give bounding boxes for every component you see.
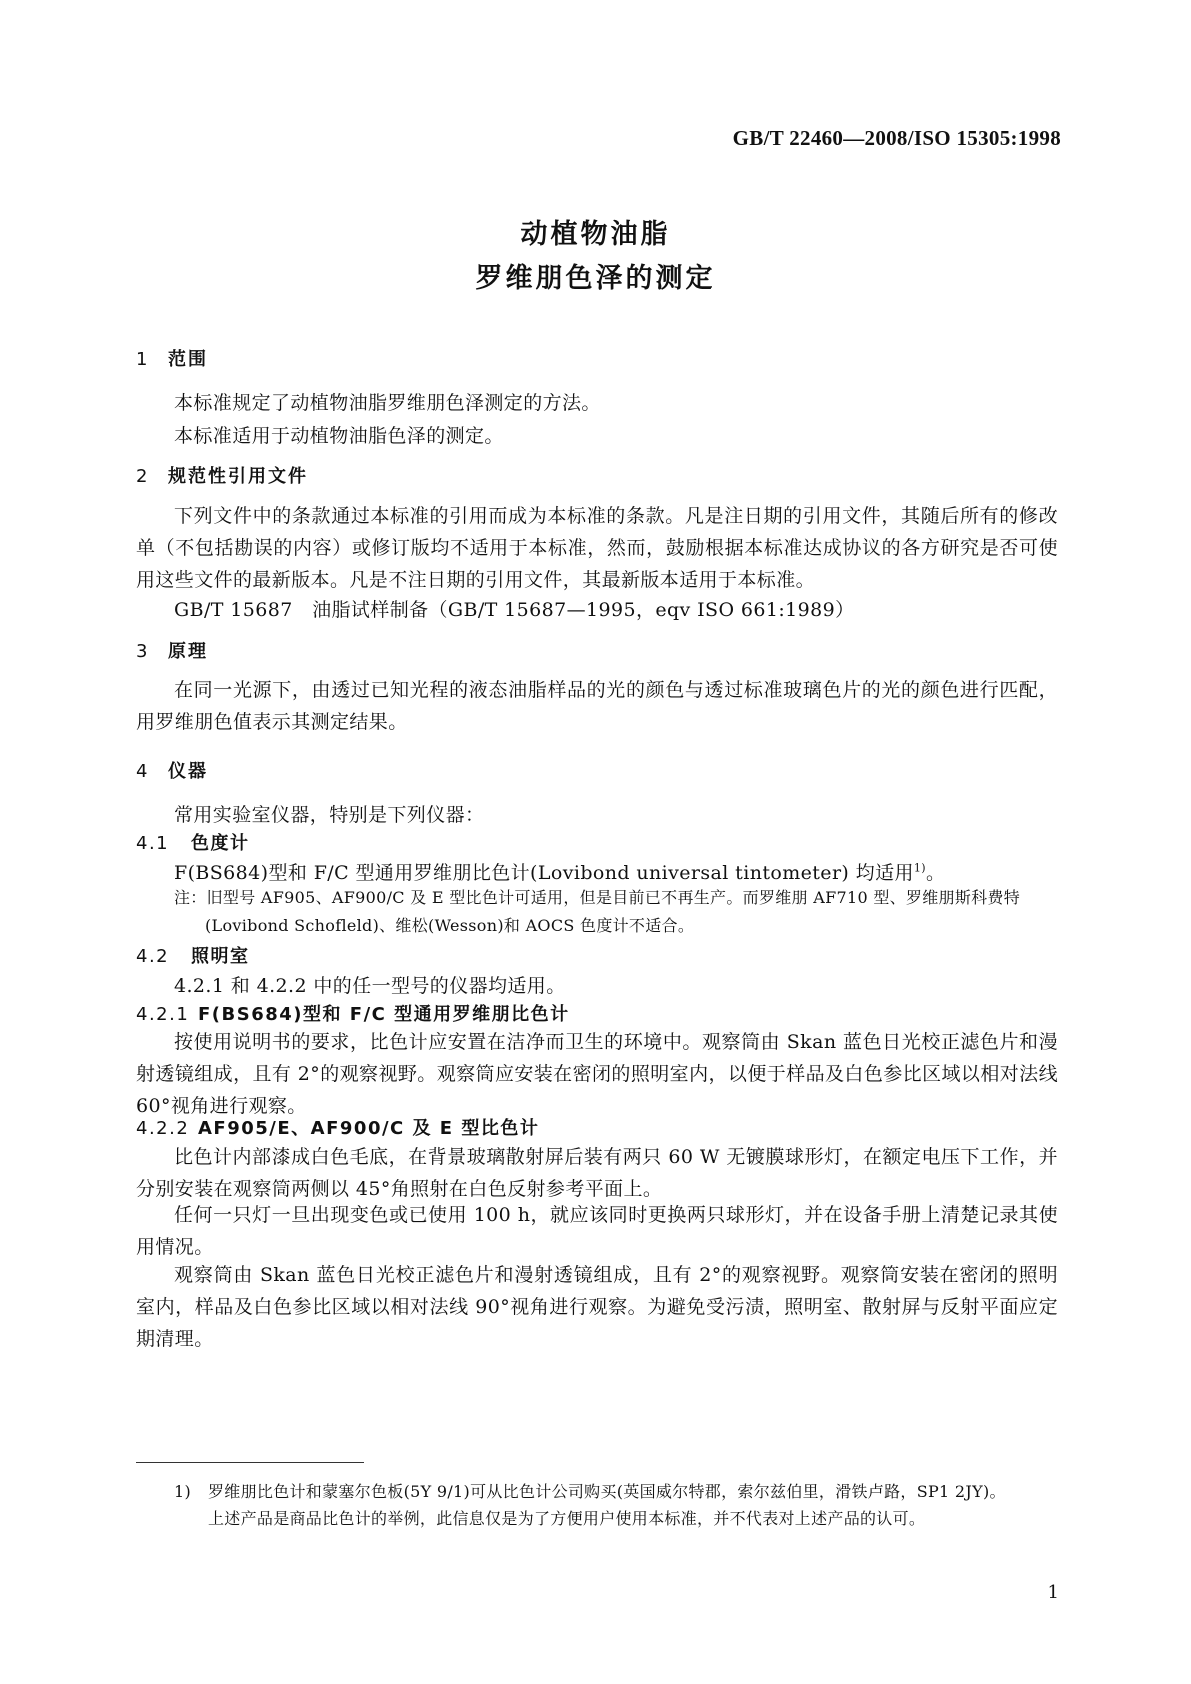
s41-end: 。 (925, 862, 946, 884)
s2-reference: GB/T 15687 油脂试样制备（GB/T 15687—1995，eqv ISO 661:1989） (174, 599, 855, 621)
s41-note-line-2: (Lovibond Schofleld)、维松(Wesson)和 AOCS 色度计不适合。 (205, 916, 695, 935)
s42-text: 4.2.1 和 4.2.2 中的任一型号的仪器均适用。 (174, 975, 566, 997)
footnote-ref: 1) (913, 861, 926, 875)
section-4-1-heading (136, 829, 250, 855)
standard-code: GB/T 22460—2008/ISO 15305:1998 (732, 126, 1061, 150)
section-title: F(BS684)型和 F/C 型通用罗维朋比色计 (198, 1004, 570, 1025)
section-number: 1 (136, 349, 150, 370)
footnote-line-1 (174, 1479, 1006, 1502)
s421-paragraph: 按使用说明书的要求，比色计应安置在洁净而卫生的环境中。观察筒由 Skan 蓝色日光校正滤色片和漫射透镜组成，且有 2°的观察视野。观察筒应安装在密闭的照明室内，以便于样品及白色参比区域以相对法线 60°视角进行观察。 (136, 1031, 1058, 1117)
s2-paragraph: 下列文件中的条款通过本标准的引用而成为本标准的条款。凡是注日期的引用文件，其随后所有的修改单（不包括勘误的内容）或修订版均不适用于本标准，然而，鼓励根据本标准达成协议的各方研究是否可使用这些文件的最新版本。凡是不注日期的引用文件，其最新版本适用于本标准。 (136, 505, 1058, 591)
section-title: 规范性引用文件 (168, 466, 308, 487)
section-title: 原理 (168, 641, 208, 662)
section-number: 2 (136, 466, 150, 487)
section-number: 4.2.2 (136, 1118, 190, 1139)
page-number: 1 (1047, 1582, 1059, 1603)
section-4-heading (136, 757, 208, 783)
section-title: 范围 (168, 349, 208, 370)
footnote-line-2: 上述产品是商品比色计的举例，此信息仅是为了方便用户使用本标准，并不代表对上述产品的认可。 (208, 1509, 926, 1528)
section-title: 仪器 (168, 761, 208, 782)
document-subtitle: 罗维朋色泽的测定 (475, 263, 716, 294)
section-title: AF905/E、AF900/C 及 E 型比色计 (198, 1118, 540, 1139)
section-3-heading (136, 637, 208, 663)
section-number: 4.2.1 (136, 1004, 190, 1025)
footnote-mark: 1) (174, 1482, 192, 1501)
section-number: 3 (136, 641, 150, 662)
document-title: 动植物油脂 (520, 219, 671, 250)
section-2-heading (136, 462, 308, 488)
s41-note-line-1: 注：旧型号 AF905、AF900/C 及 E 型比色计可适用，但是目前已不再生产。而罗维朋 AF710 型、罗维朋斯科费特 (174, 888, 1021, 907)
s41-text (174, 858, 945, 885)
section-4-2-1-heading (136, 1000, 570, 1026)
s4-intro: 常用实验室仪器，特别是下列仪器： (174, 804, 485, 826)
s1-paragraph-1: 本标准规定了动植物油脂罗维朋色泽测定的方法。 (174, 392, 601, 414)
section-title: 色度计 (191, 833, 250, 854)
s41-body: F(BS684)型和 F/C 型通用罗维朋比色计(Lovibond universal tintometer) 均适用 (174, 862, 914, 884)
s422-paragraph-3: 观察筒由 Skan 蓝色日光校正滤色片和漫射透镜组成，且有 2°的观察视野。观察筒安装在密闭的照明室内，样品及白色参比区域以相对法线 90°视角进行观察。为避免受污渍，照明室、散射屏与反射平面应定期清理。 (136, 1264, 1058, 1350)
s422-paragraph-2: 任何一只灯一旦出现变色或已使用 100 h，就应该同时更换两只球形灯，并在设备手册上清楚记录其使用情况。 (136, 1204, 1058, 1258)
section-1-heading (136, 345, 208, 371)
footnote-divider (136, 1462, 364, 1463)
footnote-text: 罗维朋比色计和蒙塞尔色板(5Y 9/1)可从比色计公司购买(英国威尔特郡，索尔兹伯里，滑铁卢路，SP1 2JY)。 (208, 1482, 1006, 1501)
section-4-2-heading (136, 942, 250, 968)
section-number: 4.1 (136, 833, 170, 854)
section-number: 4.2 (136, 946, 170, 967)
s422-paragraph-1: 比色计内部漆成白色毛底，在背景玻璃散射屏后装有两只 60 W 无镀膜球形灯，在额定电压下工作，并分别安装在观察筒两侧以 45°角照射在白色反射参考平面上。 (136, 1146, 1058, 1200)
section-4-2-2-heading (136, 1114, 539, 1140)
s1-paragraph-2: 本标准适用于动植物油脂色泽的测定。 (174, 425, 504, 447)
s3-paragraph: 在同一光源下，由透过已知光程的液态油脂样品的光的颜色与透过标准玻璃色片的光的颜色进行匹配，用罗维朋色值表示其测定结果。 (136, 679, 1058, 733)
section-number: 4 (136, 761, 150, 782)
section-title: 照明室 (191, 946, 250, 967)
